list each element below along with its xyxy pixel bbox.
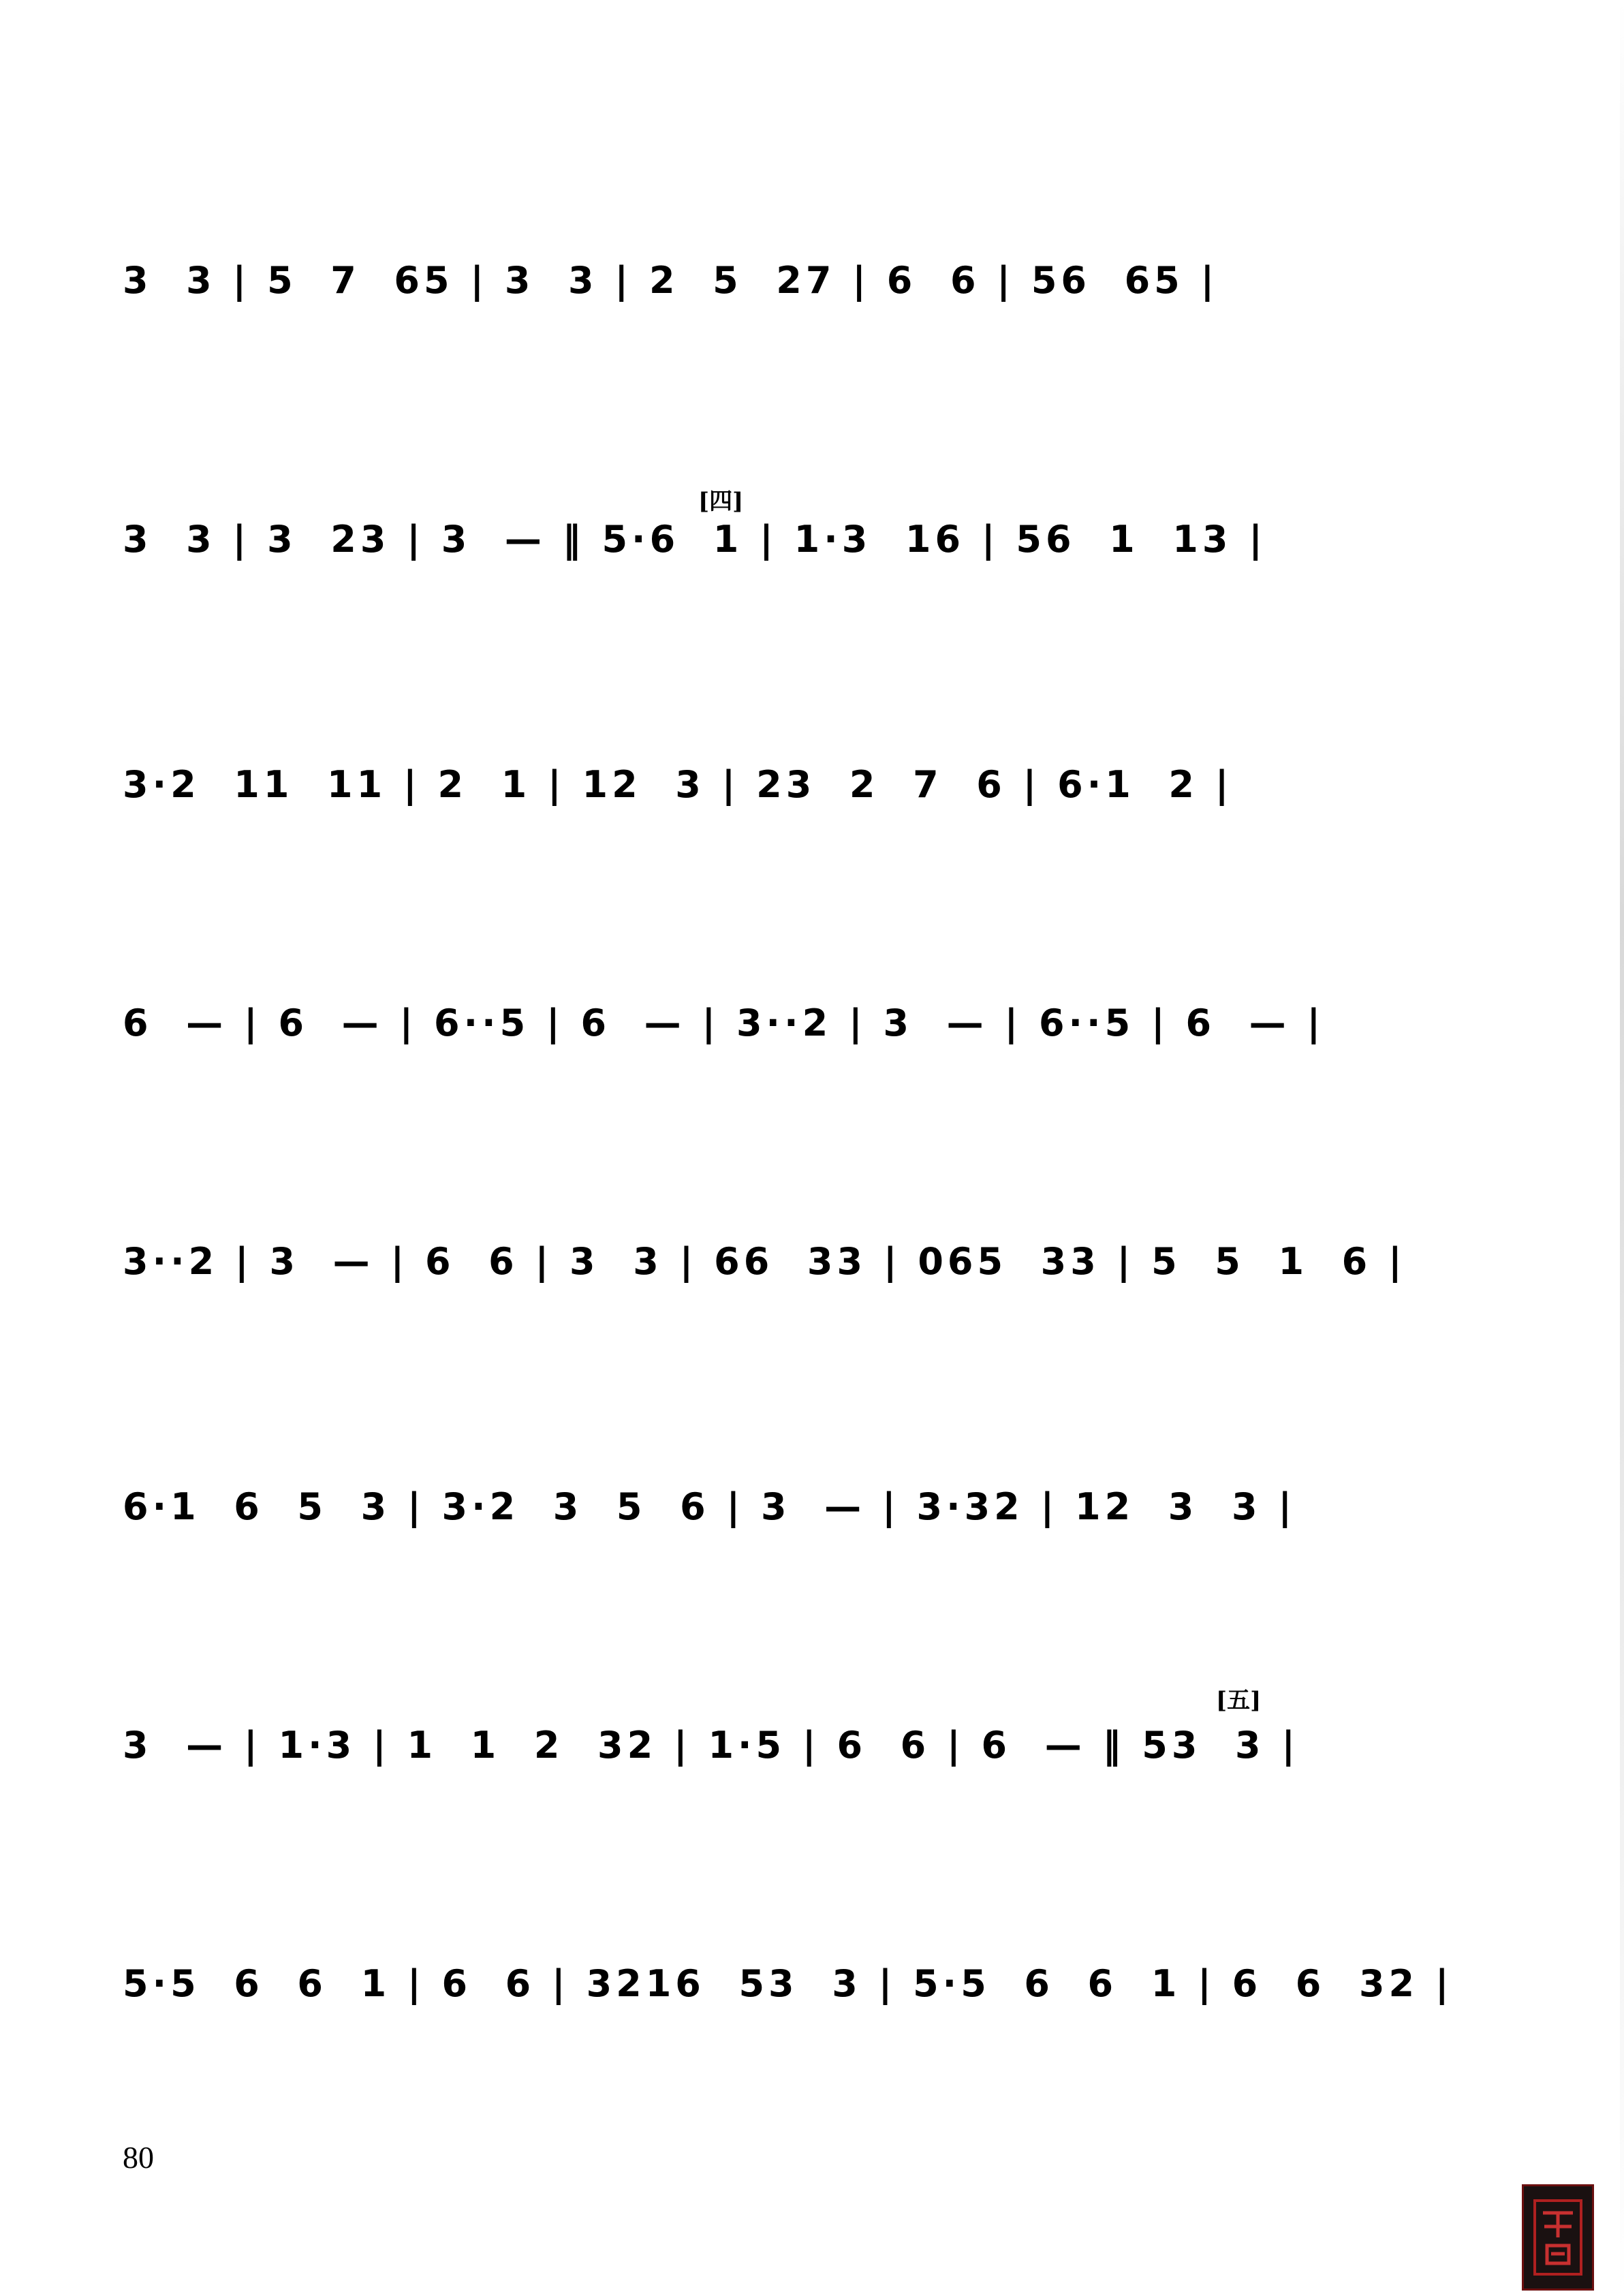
jianpu-line: 3 3 | 5 7 65 | 3 3 | 2 5 27 | 6 6 | 56 65 | <box>123 259 1219 302</box>
score-system-1 <box>123 259 1437 463</box>
score-system-8 <box>123 1962 1453 2167</box>
jianpu-line: 3·2 11 11 | 2 1 | 12 3 | 23 2 7 6 | 6·1 2 | <box>123 763 1233 806</box>
jianpu-line: 6 — | 6 — | 6··5 | 6 — | 3··2 | 3 — | 6··5 | 6 — | <box>123 1002 1325 1044</box>
score-system-7 <box>123 1724 1437 1928</box>
jianpu-line: 3 3 | 3 23 | 3 — ‖ 5·6 1 | 1·3 16 | 56 1 13 | <box>123 518 1266 561</box>
collector-seal <box>1522 2184 1594 2291</box>
jianpu-line: 6·1 6 5 3 | 3·2 3 5 6 | 3 — | 3·32 | 12 3 3 | <box>123 1485 1296 1528</box>
jianpu-line: 3··2 | 3 — | 6 6 | 3 3 | 66 33 | 065 33 | 5 5 1 6 | <box>123 1240 1406 1283</box>
section-mark: [四] <box>698 488 744 515</box>
scan-edge <box>1620 0 1624 2296</box>
jianpu-line: 5·5 6 6 1 | 6 6 | 3216 53 3 | 5·5 6 6 1 | 6 6 32 | <box>123 1962 1453 2005</box>
seal-glyph-icon <box>1531 2197 1585 2278</box>
page-number: 80 <box>123 2140 154 2175</box>
score-system-4 <box>123 1002 1437 1206</box>
jianpu-line: 3 — | 1·3 | 1 1 2 32 | 1·5 | 6 6 | 6 — ‖ 53 3 | <box>123 1724 1300 1767</box>
score-system-2 <box>123 518 1437 722</box>
score-system-6 <box>123 1485 1437 1690</box>
score-system-3 <box>123 763 1437 967</box>
section-mark: [五] <box>1216 1687 1262 1714</box>
score-system-5 <box>123 1240 1437 1444</box>
